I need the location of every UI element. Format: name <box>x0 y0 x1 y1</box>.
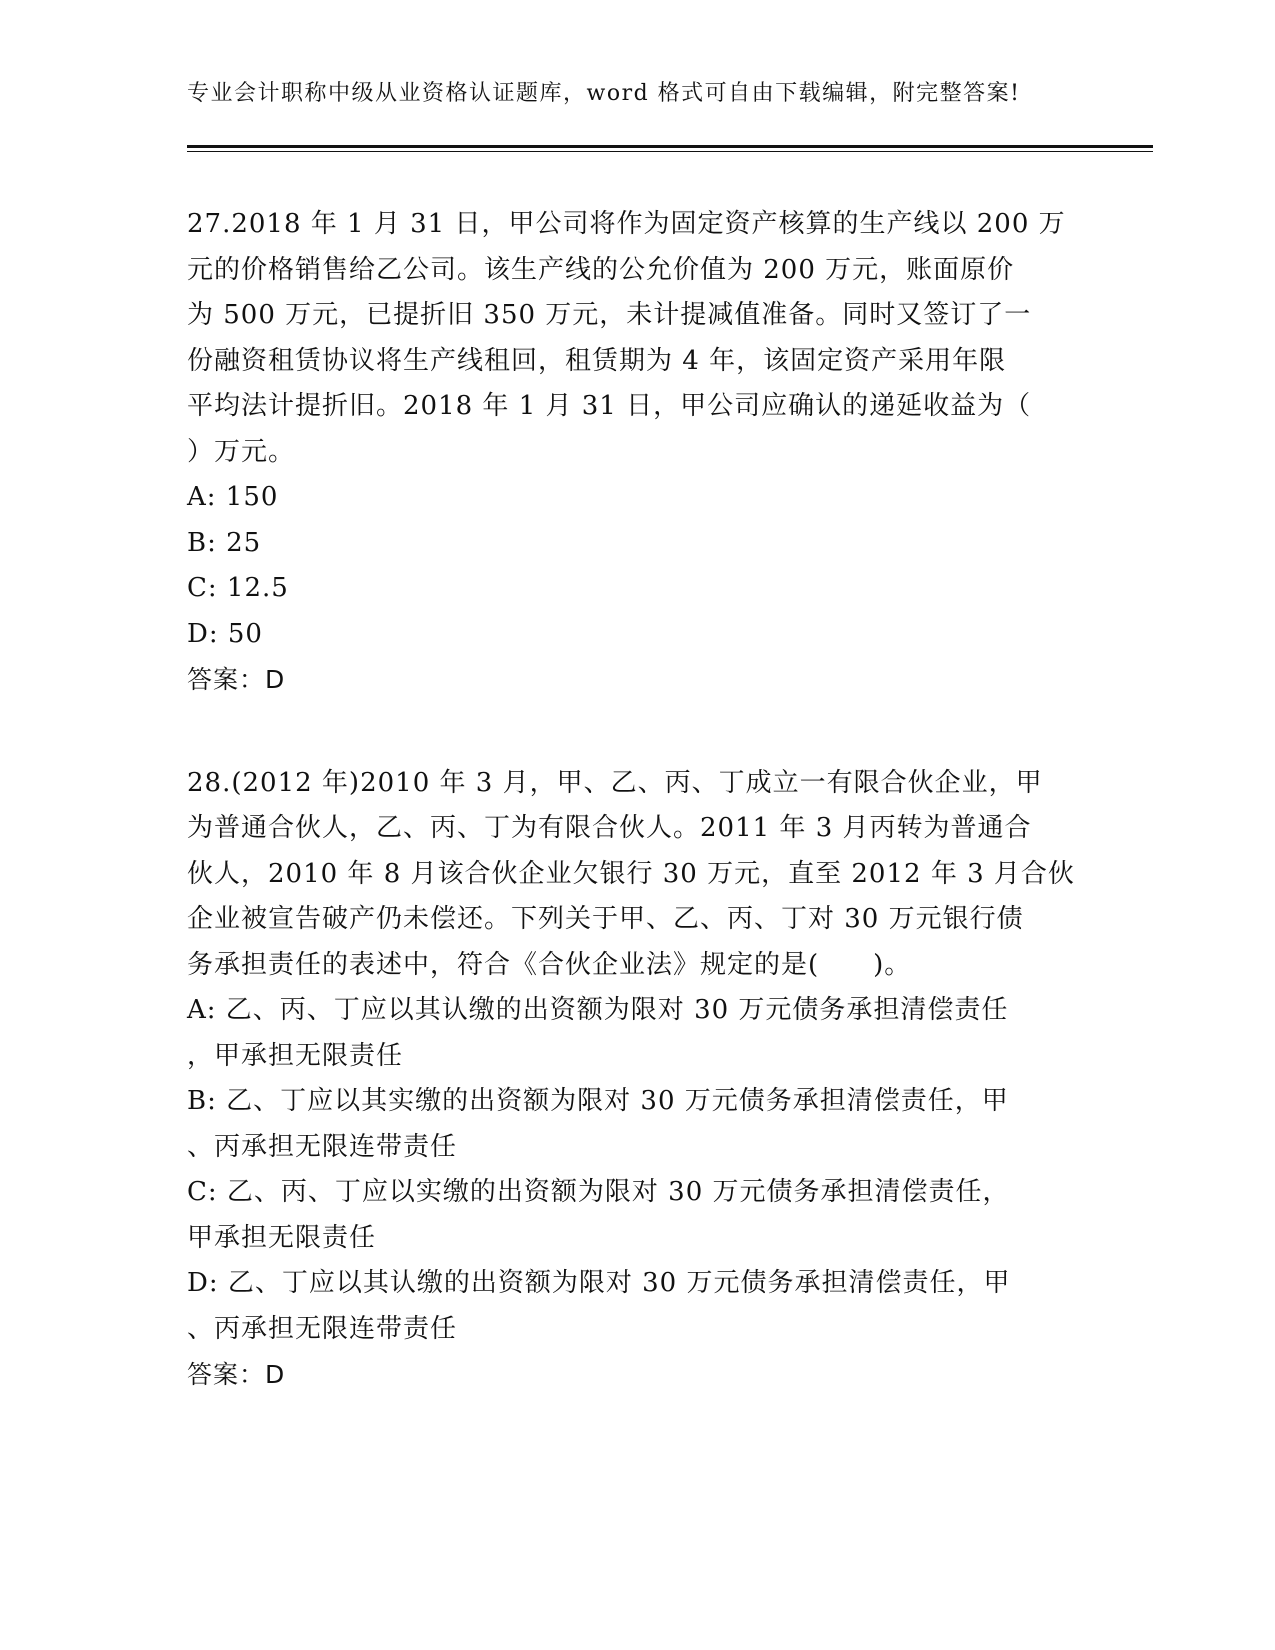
question-28 <box>187 761 1075 1398</box>
option-d: D: 乙、丁应以其认缴的出资额为限对 30 万元债务承担清偿责任，甲 <box>187 1268 1011 1298</box>
option-b: B: 25 <box>187 527 262 558</box>
stem-line: 元的价格销售给乙公司。该生产线的公允价值为 200 万元，账面原价 <box>187 254 1015 285</box>
option-b-continued: 、丙承担无限连带责任 <box>187 1131 458 1162</box>
option-d: D: 50 <box>187 618 263 649</box>
option-c: C: 乙、丙、丁应以实缴的出资额为限对 30 万元债务承担清偿责任， <box>187 1177 1010 1207</box>
option-d-continued: 、丙承担无限连带责任 <box>187 1313 458 1344</box>
question-gap <box>187 703 1067 761</box>
option-b: B: 乙、丁应以其实缴的出资额为限对 30 万元债务承担清偿责任，甲 <box>187 1086 1009 1116</box>
question-options <box>187 988 1067 1352</box>
question-27 <box>187 202 1067 703</box>
answer-line: 答案：D <box>187 665 286 694</box>
stem-line: 27.2018 年 1 月 31 日，甲公司将作为固定资产核算的生产线以 200 万 <box>187 209 1066 239</box>
header-rule-thin <box>187 151 1153 152</box>
option-a: A: 150 <box>187 482 279 512</box>
question-options <box>187 475 1067 657</box>
stem-line: 为普通合伙人，乙、丙、丁为有限合伙人。2011 年 3 月丙转为普通合 <box>187 813 1032 843</box>
stem-line: 份融资租赁协议将生产线租回，租赁期为 4 年，该固定资产采用年限 <box>187 345 1007 376</box>
stem-line: 务承担责任的表述中，符合《合伙企业法》规定的是( )。 <box>187 949 912 980</box>
header-rule-thick <box>187 145 1153 148</box>
option-c: C: 12.5 <box>187 573 289 603</box>
option-a-continued: ，甲承担无限责任 <box>187 1040 404 1071</box>
question-list <box>187 202 1075 1398</box>
stem-line: 平均法计提折旧。2018 年 1 月 31 日，甲公司应确认的递延收益为（ <box>187 391 1032 421</box>
stem-line: 伙人，2010 年 8 月该合伙企业欠银行 30 万元，直至 2012 年 3 月合伙 <box>187 858 1075 889</box>
stem-line: 为 500 万元，已提折旧 350 万元，未计提减值准备。同时又签订了一 <box>187 300 1032 330</box>
page-header: 专业会计职称中级从业资格认证题库，word 格式可自由下载编辑，附完整答案! <box>187 81 1021 106</box>
stem-line: 企业被宣告破产仍未偿还。下列关于甲、乙、丙、丁对 30 万元银行债 <box>187 904 1024 934</box>
answer-line: 答案：D <box>187 1360 286 1389</box>
question-stem <box>187 202 1067 475</box>
stem-line: 28.(2012 年)2010 年 3 月，甲、乙、丙、丁成立一有限合伙企业，甲 <box>187 767 1043 798</box>
option-c-continued: 甲承担无限责任 <box>187 1222 377 1253</box>
stem-line: ）万元。 <box>187 436 296 467</box>
question-stem <box>187 761 1075 989</box>
option-a: A: 乙、丙、丁应以其认缴的出资额为限对 30 万元债务承担清偿责任 <box>187 995 1009 1025</box>
